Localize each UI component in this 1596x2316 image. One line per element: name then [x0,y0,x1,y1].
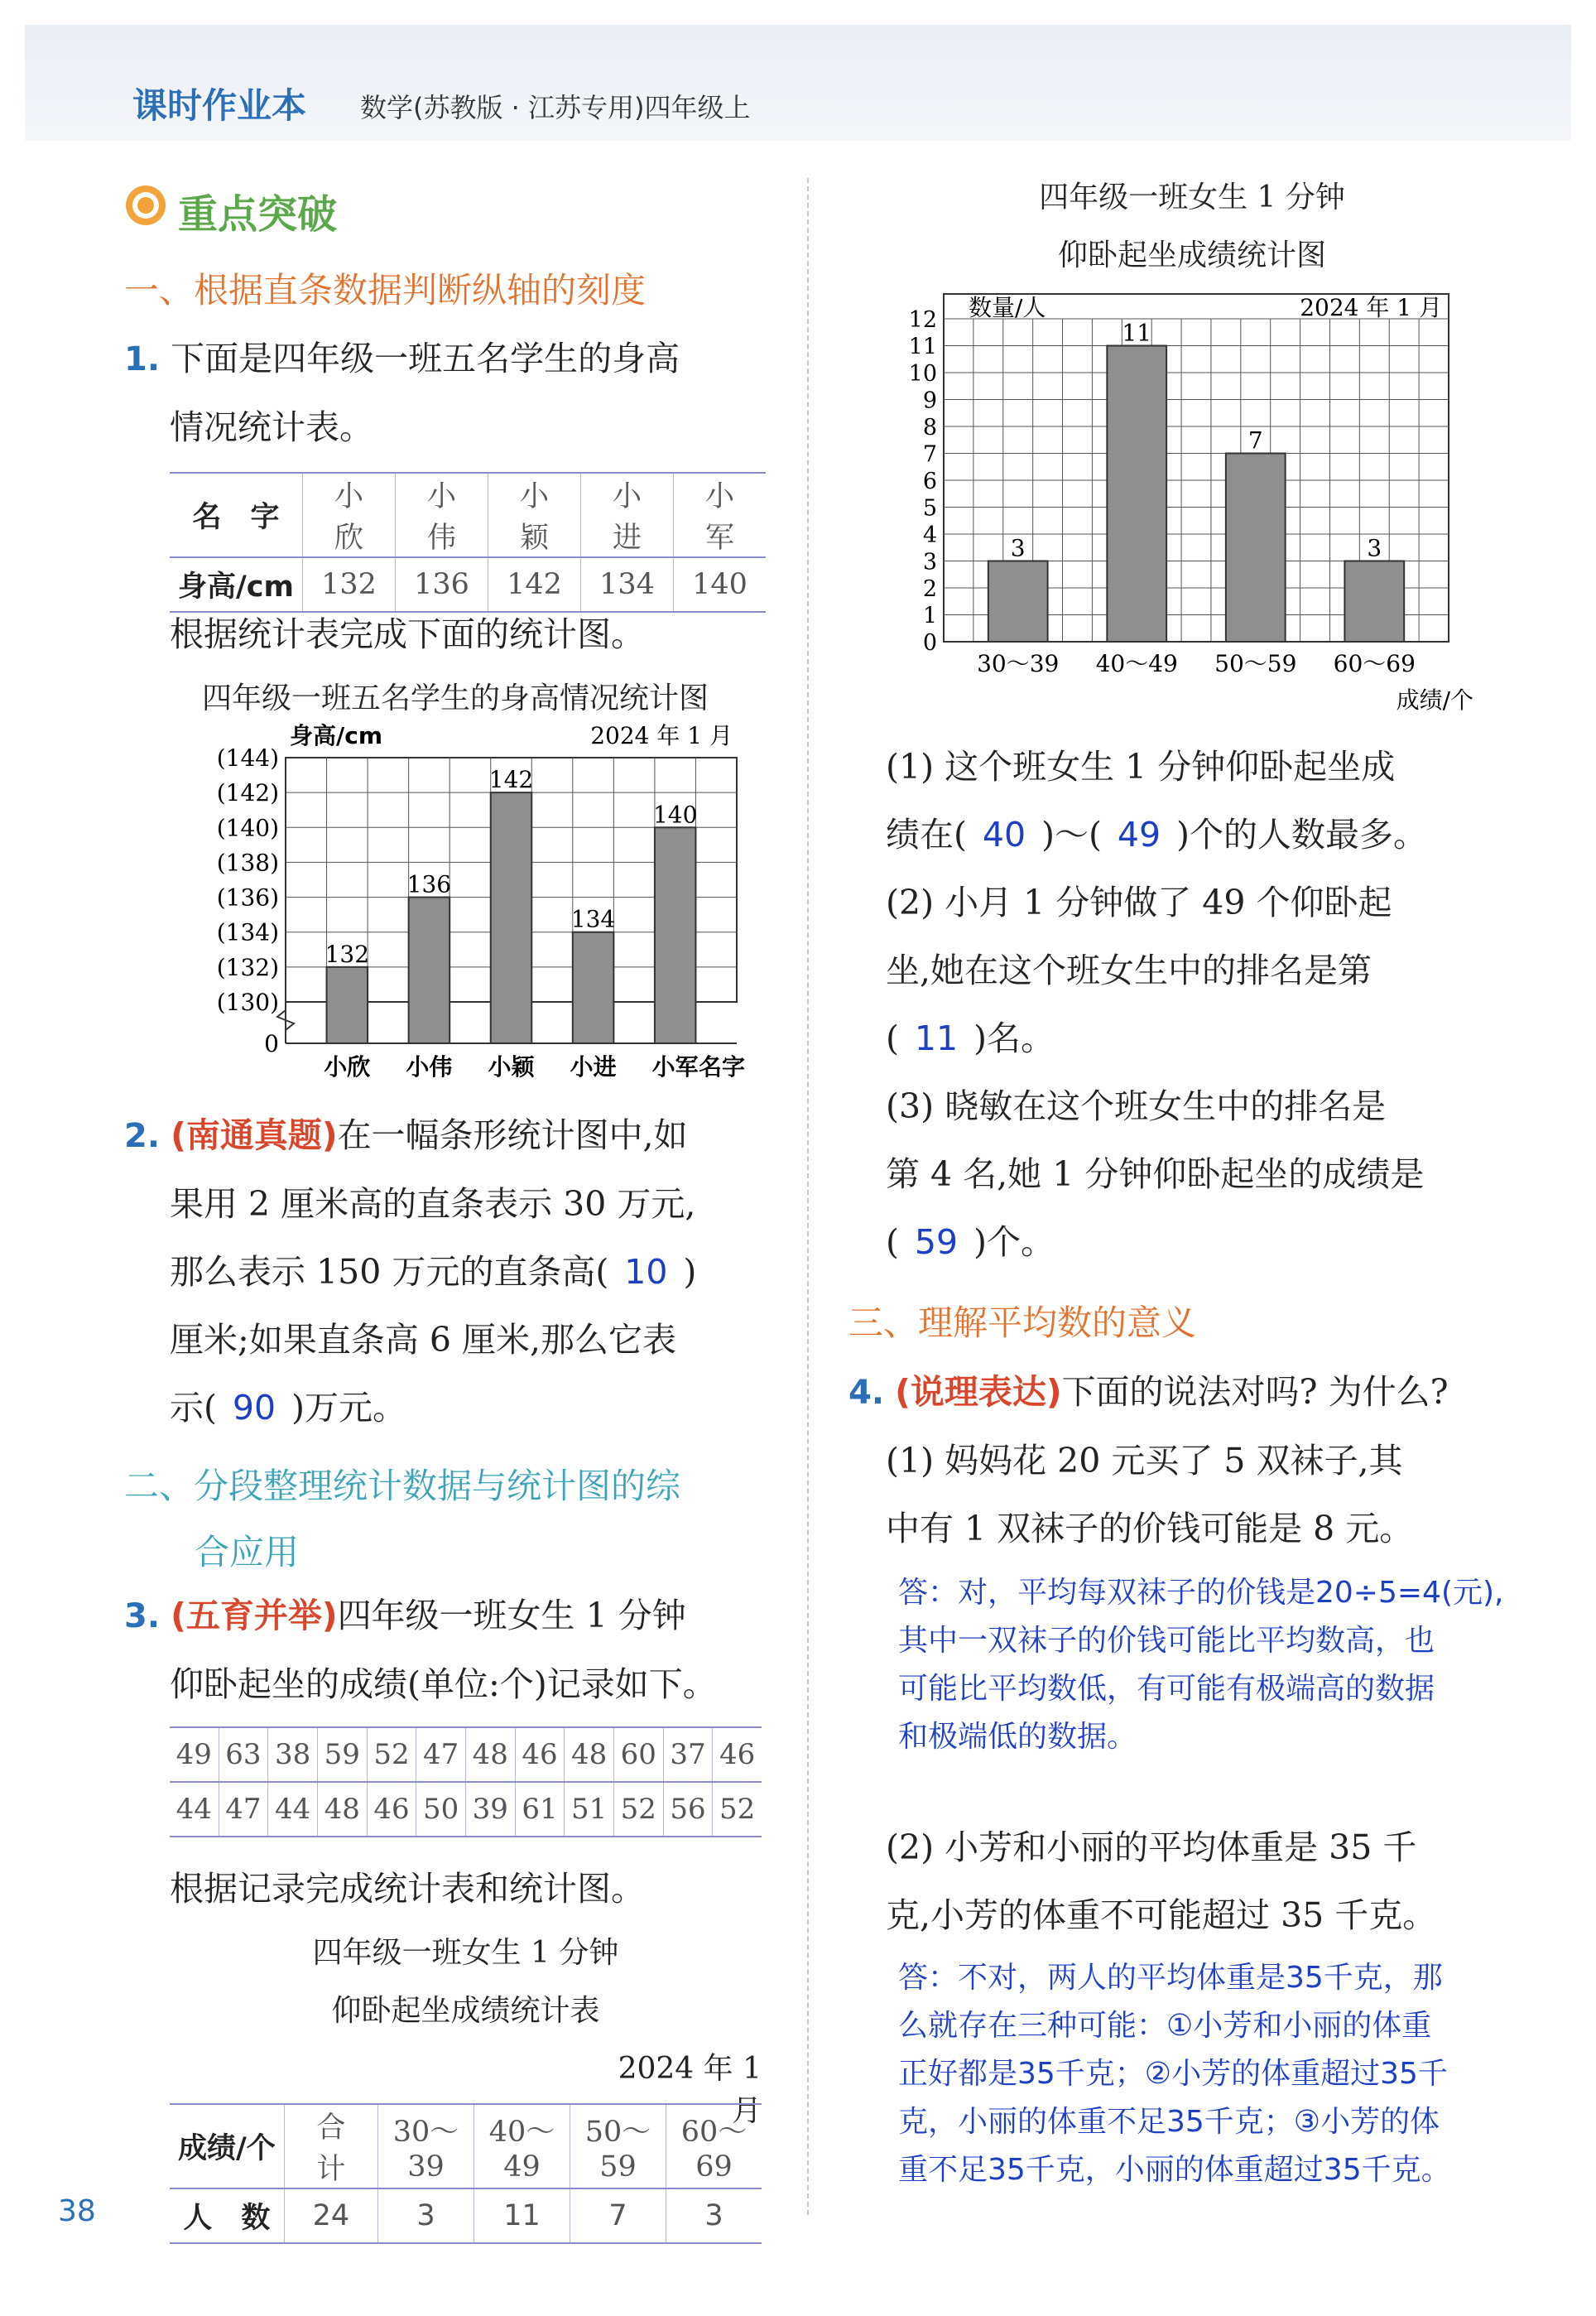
table-cell: 小 进 [580,473,673,557]
answer-line: 和极端低的数据。 [898,1720,1137,1754]
y-tick-label: (142) [216,779,279,807]
table-cell: 47 [416,1727,466,1782]
q2-number: 2. [124,1117,161,1155]
q2-answer2: 90 [232,1388,276,1428]
table-cell: 52 [367,1727,416,1782]
bar [491,792,532,1043]
x-tick-label: 小伟 [406,1053,453,1081]
table-cell: 成绩/个 [170,2104,284,2188]
y-tick-label: 10 [908,361,937,387]
y-tick-label: 12 [908,307,937,333]
y-tick-label: 0 [264,1030,279,1057]
table-cell: 身高/cm [170,557,303,612]
table-cell: 48 [317,1782,367,1837]
q3-p1b: 绩在( [886,815,967,855]
y-tick-label: 2 [922,576,937,602]
q3-table-title1: 四年级一班女生 1 分钟 [312,1936,619,1970]
data-label: 3 [1367,534,1382,562]
y-tick-label: (136) [216,884,279,912]
y-tick-label: 7 [922,441,937,468]
q1-number: 1. [124,340,161,378]
q4-s2b: 克,小芳的体重不可能超过 35 千克。 [886,1895,1437,1935]
q4-line1: 下面的说法对吗? 为什么? [1061,1372,1449,1412]
table-cell: 63 [219,1727,268,1782]
q1-height-table [170,472,766,613]
q2-line2: 果用 2 厘米高的直条表示 30 万元, [170,1184,696,1224]
x-axis-label: 成绩/个 [1396,686,1473,712]
table-cell: 小 欣 [303,473,396,557]
q3-text [124,1582,786,1718]
q3-raw-data-table [170,1726,762,1837]
q3-p2a: (2) 小月 1 分钟做了 49 个仰卧起 [886,883,1392,922]
table-cell: 52 [613,1782,663,1837]
y-tick-label: (134) [216,918,279,946]
table-cell: 38 [268,1727,318,1782]
table-cell: 132 [303,557,396,612]
table-cell: 50 [416,1782,466,1837]
table-cell: 56 [663,1782,713,1837]
x-axis-label: 名字 [698,1053,745,1081]
q4-s1a: (1) 妈妈花 20 元买了 5 双袜子,其 [886,1441,1403,1481]
table-cell: 140 [692,568,748,601]
q2-line3b: ) [683,1252,697,1292]
target-icon [124,184,167,227]
q3-p2b: 坐,她在这个班女生中的排名是第 [886,951,1372,990]
table-row [170,1727,762,1782]
q1-line1: 下面是四年级一班五名学生的身高 [171,339,680,378]
q4-s2a: (2) 小芳和小丽的平均体重是 35 千 [886,1827,1417,1867]
section-main-title: 重点突破 [178,191,338,238]
data-label: 3 [1010,534,1026,562]
q3-p3b: 第 4 名,她 1 分钟仰卧起坐的成绩是 [886,1154,1425,1194]
q3-p3-answer: 59 [914,1222,959,1262]
x-tick-label: 小颖 [488,1053,535,1081]
table-cell: 60～69 [680,2116,748,2184]
table-cell: 142 [488,557,580,612]
data-label: 134 [570,905,616,933]
q4-answer1 [898,1569,1577,1761]
y-axis-label: 身高/cm [290,722,383,749]
y-tick-label: 3 [922,549,937,575]
x-tick-label: 60～69 [1333,650,1416,677]
q3-p1d: )个的人数最多。 [1176,815,1427,855]
table-cell: 59 [317,1727,367,1782]
q3-p3d: )个。 [973,1222,1055,1262]
q2-line5a: 示( [170,1388,217,1428]
y-tick-label: 5 [922,495,937,522]
table-cell: 48 [465,1727,515,1782]
q4-s2-text [886,1813,1581,1949]
section1-title: 一、根据直条数据判断纵轴的刻度 [124,270,647,311]
table-cell: 39 [465,1782,515,1837]
section2-line1: 二、分段整理统计数据与统计图的综 [124,1466,681,1506]
table-cell: 7 [570,2188,666,2243]
q2-text [124,1101,786,1442]
q3-table-title2: 仰卧起坐成绩统计表 [331,1994,600,2028]
table-cell: 61 [515,1782,565,1837]
table-cell: 44 [170,1782,219,1837]
q4-answer2 [898,1954,1577,2194]
q3-p1c: )～( [1041,815,1102,855]
data-label: 7 [1247,426,1263,455]
chart-date: 2024 年 1 月 [1300,294,1442,321]
table-cell: 3 [704,2199,723,2232]
table-cell: 46 [367,1782,416,1837]
table-cell: 46 [515,1727,565,1782]
table-cell: 136 [396,557,488,612]
q2-answer1: 10 [624,1252,668,1292]
data-label: 136 [406,870,452,898]
q3-p1a: (1) 这个班女生 1 分钟仰卧起坐成 [886,747,1396,787]
y-tick-label: 6 [922,469,937,494]
section2-line2: 合应用 [195,1532,300,1572]
y-axis-label: 数量/人 [969,294,1046,321]
y-tick-label: 8 [922,415,937,441]
table-cell: 46 [719,1738,756,1771]
q4-text [848,1358,1569,1562]
q3-p1-answer2: 49 [1117,815,1161,855]
table-cell: 51 [565,1782,614,1837]
y-tick-label: 0 [922,630,937,656]
q1-line2: 情况统计表。 [170,407,373,447]
answer-line: 正好都是35千克；②小芳的体重超过35千 [898,2057,1448,2091]
y-tick-label: (144) [216,744,279,772]
q3-stat-table [170,2103,762,2244]
table-cell: 49 [170,1727,219,1782]
q3-p2d: )名。 [973,1018,1055,1058]
table-cell: 60 [613,1727,663,1782]
x-tick-label: 小进 [570,1053,617,1081]
x-tick-label: 50～59 [1214,650,1297,677]
x-tick-label: 40～49 [1095,650,1178,677]
q3-tag: (五育并举) [171,1596,338,1635]
book-brand: 课时作业本 [132,85,307,126]
table-cell: 合 计 [284,2104,377,2188]
data-label: 132 [324,940,370,968]
y-tick-label: 4 [922,522,937,548]
page-number: 38 [58,2194,96,2228]
table-cell: 44 [268,1782,318,1837]
q3-p2-answer: 11 [914,1018,959,1058]
q3-line2: 仰卧起坐的成绩(单位:个)记录如下。 [170,1664,717,1704]
q3-p3a: (3) 晓敏在这个班女生中的排名是 [886,1086,1387,1126]
answer-line: 克，小丽的体重不足35千克；③小芳的体 [898,2105,1440,2139]
table-cell: 小 伟 [396,473,488,557]
y-tick-label: 9 [922,388,937,414]
q3-situp-chart [902,273,1490,712]
y-tick-label: 1 [922,603,937,629]
answer-line: 其中一双袜子的价钱可能比平均数高，也 [898,1624,1435,1658]
y-tick-label: (132) [216,953,279,981]
q2-tag: (南通真题) [171,1115,338,1155]
q2-line1: 在一幅条形统计图中,如 [337,1115,688,1155]
q3-chart-title2: 仰卧起坐成绩统计图 [1057,238,1326,272]
y-tick-label: (140) [216,814,279,842]
column-divider [807,178,809,2215]
q2-line4: 厘米;如果直条高 6 厘米,那么它表 [170,1320,676,1360]
table-cell: 52 [719,1793,756,1826]
table-cell: 小 颖 [488,473,580,557]
q3-p1-answer1: 40 [982,815,1026,855]
table-cell: 人 数 [170,2188,284,2243]
table-cell: 11 [474,2188,570,2243]
table-cell: 40～49 [474,2104,570,2188]
answer-line: 重不足35千克，小丽的体重超过35千克。 [898,2153,1451,2187]
table-cell: 48 [565,1727,614,1782]
bar [573,932,614,1043]
table-cell: 3 [378,2188,474,2243]
q2-line5b: )万元。 [291,1388,406,1428]
answer-line: 么就存在三种可能：①小芳和小丽的体重 [898,2009,1432,2043]
y-tick-label: (138) [216,849,279,877]
table-row [170,2104,762,2188]
q1-text [124,325,778,461]
table-cell: 37 [663,1727,713,1782]
y-tick-label: 11 [908,334,937,360]
answer-line: 答：不对，两人的平均体重是35千克，那 [898,1961,1443,1995]
table-cell: 134 [580,557,673,612]
answer-line: 答：对，平均每双袜子的价钱是20÷5=4(元), [898,1576,1504,1610]
q3-instruction: 根据记录完成统计表和统计图。 [170,1869,645,1909]
q3-line1: 四年级一班女生 1 分钟 [337,1596,686,1635]
table-cell: 24 [284,2188,377,2243]
q1-chart-title: 四年级一班五名学生的身高情况统计图 [201,681,709,715]
q1-instruction: 根据统计表完成下面的统计图。 [170,614,645,654]
table-cell: 50～59 [570,2104,666,2188]
q3-number: 3. [124,1597,161,1635]
table-cell: 30～39 [378,2104,474,2188]
bar [409,898,450,1043]
answer-line: 可能比平均数低，有可能有极端高的数据 [898,1672,1435,1706]
x-tick-label: 小军 [651,1053,699,1081]
table-row [170,1782,762,1837]
q3-chart-title1: 四年级一班女生 1 分钟 [1039,181,1345,214]
table-cell: 小 军 [704,480,763,555]
q4-number: 4. [848,1374,885,1412]
section3-title: 三、理解平均数的意义 [848,1302,1197,1343]
data-label: 11 [1122,319,1152,347]
x-tick-label: 小欣 [324,1053,371,1081]
bar [1344,561,1404,643]
table-row [170,473,766,557]
y-tick-label: (130) [216,989,279,1016]
section2-title [124,1453,680,1586]
book-subtitle: 数学(苏教版 · 江苏专用)四年级上 [360,92,751,123]
table-cell: 名 字 [170,473,303,557]
table-cell: 47 [219,1782,268,1837]
table-row [170,2188,762,2243]
q3-p2c: ( [886,1018,899,1058]
bar [327,967,368,1043]
data-label: 142 [488,766,534,794]
q3-p3c: ( [886,1222,899,1262]
chart-date: 2024 年 1 月 [590,722,733,749]
q3-subquestions [886,733,1565,1276]
bar [1107,346,1166,643]
q4-tag: (说理表达) [895,1372,1062,1412]
data-label: 140 [652,801,698,829]
q1-height-chart [207,720,762,1085]
q4-s1b: 中有 1 双袜子的价钱可能是 8 元。 [886,1509,1414,1548]
bar [1226,454,1286,643]
q3-table-date: 2024 年 1 月 [618,2052,762,2128]
bar [655,827,696,1043]
x-tick-label: 30～39 [977,650,1060,677]
bar [988,561,1048,643]
q2-line3a: 那么表示 150 万元的直条高( [170,1252,609,1292]
